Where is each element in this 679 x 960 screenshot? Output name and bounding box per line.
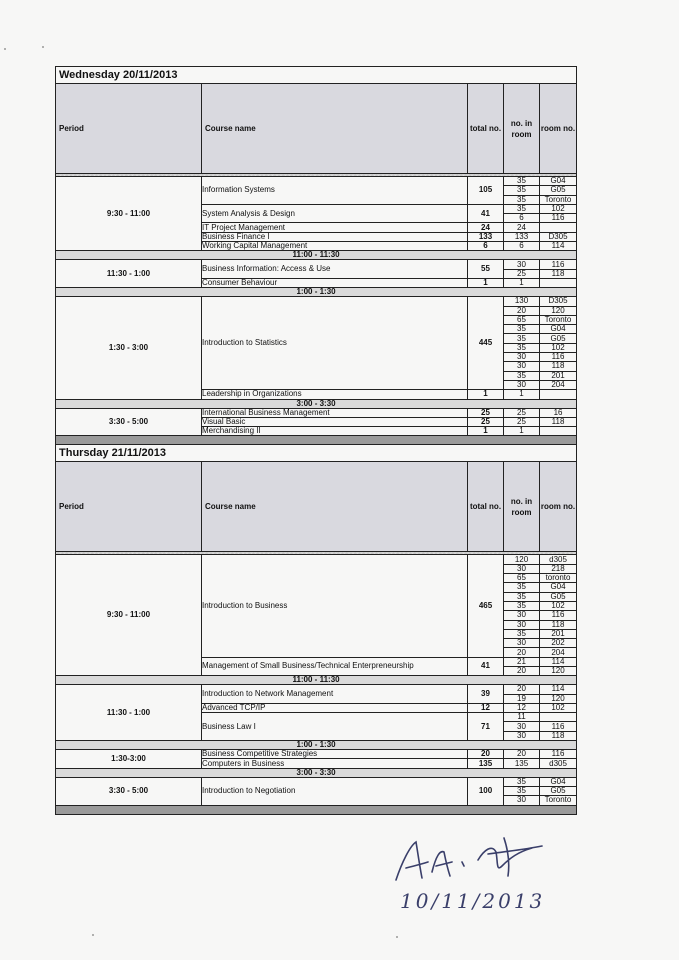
scan-speck xyxy=(42,46,44,48)
course-name: Management of Small Business/Technical Enterpreneurship xyxy=(202,657,468,676)
room-count: 35 xyxy=(504,343,540,352)
header-period: Period xyxy=(56,84,202,174)
day-end-bar xyxy=(56,805,577,814)
room-number: 120 xyxy=(540,694,577,703)
schedule-table xyxy=(55,66,577,815)
total-count: 445 xyxy=(468,297,504,390)
room-count: 6 xyxy=(504,242,540,251)
scan-speck xyxy=(396,936,398,938)
total-count: 465 xyxy=(468,555,504,657)
room-count: 135 xyxy=(504,759,540,768)
room-count: 35 xyxy=(504,777,540,786)
room-number xyxy=(540,223,577,232)
course-name: Business Competitive Strategies xyxy=(202,750,468,759)
course-name: Merchandising II xyxy=(202,427,468,436)
room-number: G05 xyxy=(540,186,577,195)
course-name: Working Capital Management xyxy=(202,242,468,251)
room-count: 6 xyxy=(504,214,540,223)
room-count: 1 xyxy=(504,278,540,287)
break-time: 3:00 - 3:30 xyxy=(56,399,577,408)
room-number: G04 xyxy=(540,177,577,186)
room-number: d305 xyxy=(540,759,577,768)
room-count: 12 xyxy=(504,703,540,712)
header-period: Period xyxy=(56,462,202,552)
scan-speck xyxy=(4,48,6,50)
total-count: 25 xyxy=(468,417,504,426)
period-cell: 3:30 - 5:00 xyxy=(56,408,202,436)
room-number: 118 xyxy=(540,362,577,371)
room-count: 35 xyxy=(504,195,540,204)
header-no-in-room: no. in room xyxy=(504,462,540,552)
room-count: 65 xyxy=(504,574,540,583)
period-cell: 9:30 - 11:00 xyxy=(56,177,202,251)
room-number: G04 xyxy=(540,325,577,334)
day-end-bar-cell xyxy=(56,436,577,445)
total-count: 6 xyxy=(468,242,504,251)
allocation-row xyxy=(56,297,577,306)
room-number: 116 xyxy=(540,260,577,269)
room-number: 114 xyxy=(540,657,577,666)
room-count: 35 xyxy=(504,583,540,592)
total-count: 105 xyxy=(468,177,504,205)
break-time: 1:00 - 1:30 xyxy=(56,741,577,750)
room-number: 102 xyxy=(540,703,577,712)
room-number: G05 xyxy=(540,334,577,343)
allocation-row xyxy=(56,750,577,759)
break-row xyxy=(56,741,577,750)
room-number: 116 xyxy=(540,611,577,620)
course-name: Computers in Business xyxy=(202,759,468,768)
room-number xyxy=(540,390,577,399)
course-name: Introduction to Network Management xyxy=(202,685,468,704)
room-count: 25 xyxy=(504,417,540,426)
room-number: 118 xyxy=(540,269,577,278)
room-count: 30 xyxy=(504,611,540,620)
room-count: 20 xyxy=(504,750,540,759)
room-count: 35 xyxy=(504,186,540,195)
period-cell: 1:30 - 3:00 xyxy=(56,297,202,399)
room-number: 118 xyxy=(540,417,577,426)
column-header-row xyxy=(56,84,577,174)
room-count: 20 xyxy=(504,685,540,694)
room-number: Toronto xyxy=(540,195,577,204)
allocation-row xyxy=(56,777,577,786)
room-count: 25 xyxy=(504,408,540,417)
room-count: 30 xyxy=(504,731,540,740)
room-count: 35 xyxy=(504,177,540,186)
period-cell: 1:30-3:00 xyxy=(56,750,202,769)
break-row xyxy=(56,676,577,685)
break-time: 3:00 - 3:30 xyxy=(56,768,577,777)
course-name: Leadership in Organizations xyxy=(202,390,468,399)
course-name: IT Project Management xyxy=(202,223,468,232)
room-number: 116 xyxy=(540,353,577,362)
break-time: 1:00 - 1:30 xyxy=(56,288,577,297)
room-number: Toronto xyxy=(540,315,577,324)
room-number: 116 xyxy=(540,214,577,223)
room-number: 218 xyxy=(540,564,577,573)
room-number: 120 xyxy=(540,306,577,315)
room-count: 30 xyxy=(504,564,540,573)
room-number: 120 xyxy=(540,666,577,675)
room-count: 30 xyxy=(504,380,540,389)
allocation-row xyxy=(56,685,577,694)
room-number xyxy=(540,713,577,722)
room-count: 30 xyxy=(504,353,540,362)
room-number: Toronto xyxy=(540,796,577,805)
day-end-bar xyxy=(56,436,577,445)
room-number: 16 xyxy=(540,408,577,417)
room-number: 201 xyxy=(540,371,577,380)
total-count: 39 xyxy=(468,685,504,704)
room-count: 20 xyxy=(504,306,540,315)
break-row xyxy=(56,399,577,408)
period-cell: 11:30 - 1:00 xyxy=(56,260,202,288)
course-name: Advanced TCP/IP xyxy=(202,703,468,712)
course-name: Business Information: Access & Use xyxy=(202,260,468,279)
total-count: 55 xyxy=(468,260,504,279)
header-course-name: Course name xyxy=(202,462,468,552)
course-name: Introduction to Negotiation xyxy=(202,777,468,805)
room-count: 65 xyxy=(504,315,540,324)
room-number: d305 xyxy=(540,555,577,564)
signature-date: 10/11/2013 xyxy=(400,889,546,913)
break-time: 11:00 - 11:30 xyxy=(56,676,577,685)
room-number: 118 xyxy=(540,731,577,740)
header-no-in-room: no. in room xyxy=(504,84,540,174)
room-number: 118 xyxy=(540,620,577,629)
day-end-bar-cell xyxy=(56,805,577,814)
period-cell: 3:30 - 5:00 xyxy=(56,777,202,805)
room-count: 20 xyxy=(504,648,540,657)
break-time: 11:00 - 11:30 xyxy=(56,251,577,260)
room-number: 204 xyxy=(540,380,577,389)
room-count: 30 xyxy=(504,260,540,269)
room-count: 35 xyxy=(504,325,540,334)
room-count: 20 xyxy=(504,666,540,675)
header-total-no: total no. xyxy=(468,462,504,552)
column-header-row xyxy=(56,462,577,552)
room-count: 35 xyxy=(504,334,540,343)
period-cell: 11:30 - 1:00 xyxy=(56,685,202,741)
day-title-row xyxy=(56,445,577,462)
room-number: 102 xyxy=(540,343,577,352)
total-count: 100 xyxy=(468,777,504,805)
course-name: Business Law I xyxy=(202,713,468,741)
room-number: 201 xyxy=(540,629,577,638)
break-row xyxy=(56,251,577,260)
allocation-row xyxy=(56,408,577,417)
room-count: 21 xyxy=(504,657,540,666)
header-total-no: total no. xyxy=(468,84,504,174)
course-name: International Business Management xyxy=(202,408,468,417)
course-name: Information Systems xyxy=(202,177,468,205)
total-count: 133 xyxy=(468,232,504,241)
room-number: 114 xyxy=(540,685,577,694)
total-count: 20 xyxy=(468,750,504,759)
period-cell: 9:30 - 11:00 xyxy=(56,555,202,676)
room-count: 25 xyxy=(504,269,540,278)
course-name: System Analysis & Design xyxy=(202,204,468,223)
allocation-row xyxy=(56,260,577,269)
scan-speck xyxy=(92,934,94,936)
course-name: Introduction to Statistics xyxy=(202,297,468,390)
room-count: 30 xyxy=(504,796,540,805)
day-title: Thursday 21/11/2013 xyxy=(56,445,577,462)
total-count: 1 xyxy=(468,390,504,399)
allocation-row xyxy=(56,177,577,186)
room-count: 19 xyxy=(504,694,540,703)
room-count: 133 xyxy=(504,232,540,241)
room-number: G05 xyxy=(540,592,577,601)
room-number: 102 xyxy=(540,601,577,610)
room-number: D305 xyxy=(540,297,577,306)
room-number xyxy=(540,427,577,436)
room-count: 11 xyxy=(504,713,540,722)
room-count: 35 xyxy=(504,786,540,795)
room-count: 35 xyxy=(504,204,540,213)
total-count: 41 xyxy=(468,657,504,676)
course-name: Business Finance I xyxy=(202,232,468,241)
room-count: 35 xyxy=(504,592,540,601)
room-number: 204 xyxy=(540,648,577,657)
room-count: 35 xyxy=(504,629,540,638)
room-number: 102 xyxy=(540,204,577,213)
room-count: 35 xyxy=(504,601,540,610)
break-row xyxy=(56,768,577,777)
room-count: 30 xyxy=(504,722,540,731)
total-count: 71 xyxy=(468,713,504,741)
total-count: 1 xyxy=(468,278,504,287)
room-number: 116 xyxy=(540,750,577,759)
room-count: 30 xyxy=(504,639,540,648)
allocation-row xyxy=(56,555,577,564)
total-count: 25 xyxy=(468,408,504,417)
total-count: 1 xyxy=(468,427,504,436)
room-number: 114 xyxy=(540,242,577,251)
room-number xyxy=(540,278,577,287)
room-count: 30 xyxy=(504,620,540,629)
course-name: Consumer Behaviour xyxy=(202,278,468,287)
room-number: D305 xyxy=(540,232,577,241)
room-count: 130 xyxy=(504,297,540,306)
course-name: Visual Basic xyxy=(202,417,468,426)
total-count: 135 xyxy=(468,759,504,768)
day-title: Wednesday 20/11/2013 xyxy=(56,67,577,84)
room-number: G04 xyxy=(540,777,577,786)
room-count: 1 xyxy=(504,390,540,399)
total-count: 24 xyxy=(468,223,504,232)
day-title-row xyxy=(56,67,577,84)
room-count: 1 xyxy=(504,427,540,436)
header-room-no: room no. xyxy=(540,84,577,174)
room-number: G05 xyxy=(540,786,577,795)
break-row xyxy=(56,288,577,297)
room-count: 24 xyxy=(504,223,540,232)
room-number: G04 xyxy=(540,583,577,592)
total-count: 41 xyxy=(468,204,504,223)
room-number: toronto xyxy=(540,574,577,583)
handwritten-signature xyxy=(392,832,572,922)
header-course-name: Course name xyxy=(202,84,468,174)
room-number: 116 xyxy=(540,722,577,731)
room-count: 120 xyxy=(504,555,540,564)
course-name: Introduction to Business xyxy=(202,555,468,657)
header-room-no: room no. xyxy=(540,462,577,552)
room-count: 30 xyxy=(504,362,540,371)
room-number: 202 xyxy=(540,639,577,648)
total-count: 12 xyxy=(468,703,504,712)
room-count: 35 xyxy=(504,371,540,380)
